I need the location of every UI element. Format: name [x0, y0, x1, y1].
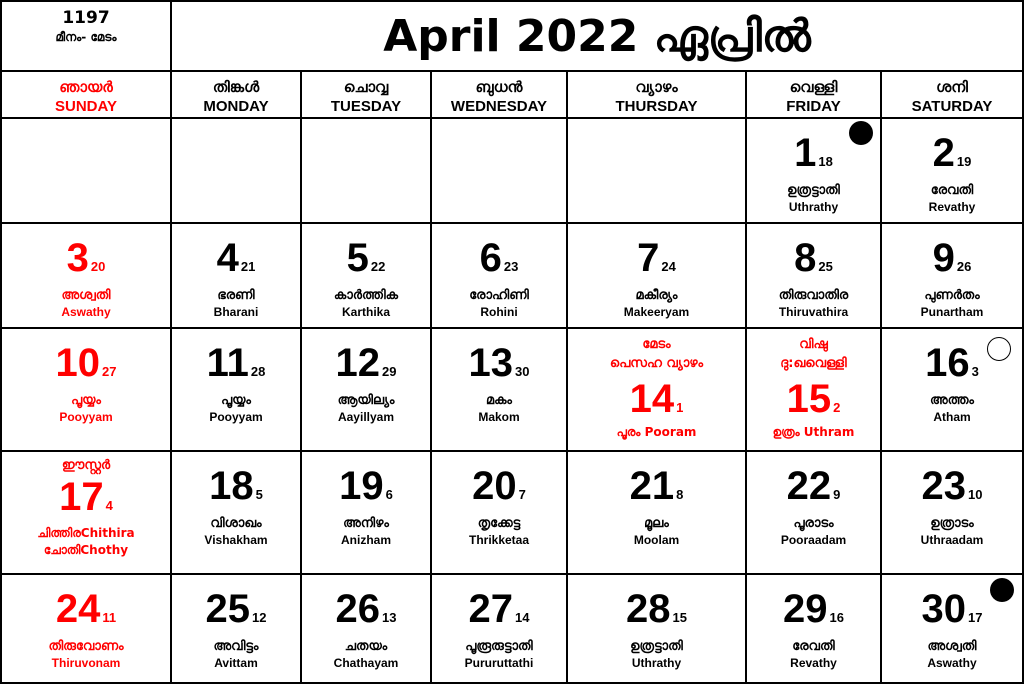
weekday-malayalam: ഞായർ: [59, 78, 113, 96]
star-name: ഉത്രം Uthram: [772, 425, 855, 439]
malayalam-date: 25: [818, 259, 833, 274]
gregorian-date: 24: [55, 587, 101, 631]
star-name: പൂരം Pooram: [616, 425, 697, 439]
day-cell: [2, 329, 170, 450]
day-number: [747, 379, 880, 419]
weekday-malayalam: ശനി: [936, 78, 968, 96]
star-name-malayalam: വിശാഖം: [210, 516, 262, 531]
star-name-english: Pururuttathi: [464, 656, 534, 670]
star-name-english: Thrikketaa: [468, 533, 530, 547]
malayalam-date: 27: [102, 364, 117, 379]
star-name-english: Karthika: [341, 305, 391, 319]
gregorian-date: 27: [468, 587, 514, 631]
gregorian-date: 18: [209, 464, 254, 508]
day-number: [432, 343, 566, 383]
star-name-english: Revathy: [928, 200, 976, 214]
star-name-malayalam: പൂയ്യം: [71, 393, 101, 408]
star-name-malayalam: മകീര്യം: [635, 288, 678, 303]
day-number: [172, 343, 300, 383]
malayalam-date: 13: [382, 610, 397, 625]
star-name-malayalam: രോഹിണി: [469, 288, 529, 303]
weekday-header: [747, 72, 880, 117]
day-cell: [568, 224, 745, 327]
malayalam-date: 9: [833, 487, 841, 502]
gregorian-date: 14: [629, 377, 675, 421]
day-cell: [2, 224, 170, 327]
star-name-english: Aswathy: [927, 656, 977, 670]
malayalam-date: 30: [515, 364, 530, 379]
weekday-english: FRIDAY: [786, 98, 841, 115]
new-moon-icon: [987, 337, 1011, 361]
malayalam-date: 6: [385, 487, 393, 502]
malayalam-date: 26: [956, 259, 972, 274]
star-name-english: Aayillyam: [337, 410, 395, 424]
weekday-header: [568, 72, 745, 117]
gregorian-date: 4: [216, 236, 239, 280]
day-number: [2, 343, 170, 383]
full-moon-icon: [849, 121, 873, 145]
star-name-malayalam: പൂരൂരുട്ടാതി: [465, 639, 533, 654]
day-cell: [2, 452, 170, 573]
gregorian-date: 15: [786, 377, 832, 421]
gregorian-date: 19: [339, 464, 384, 508]
day-number: [302, 343, 430, 383]
day-cell: [882, 452, 1022, 573]
weekday-malayalam: തിങ്കൾ: [212, 78, 260, 96]
festival-label: പെസഹ വ്യാഴം: [609, 356, 704, 371]
malayalam-date: 2: [833, 400, 841, 415]
gregorian-date: 20: [472, 464, 517, 508]
star-name-english: Thiruvathira: [778, 305, 849, 319]
malayalam-date: 21: [240, 259, 256, 274]
gregorian-date: 26: [335, 587, 381, 631]
star-name-english: Makom: [478, 410, 520, 424]
weekday-english: THURSDAY: [615, 98, 698, 115]
day-cell: [172, 224, 300, 327]
day-cell: [568, 575, 745, 682]
malayalam-date: 24: [661, 259, 676, 274]
day-cell: [172, 575, 300, 682]
star-name-malayalam: അശ്വതി: [927, 639, 977, 654]
day-number: [568, 589, 745, 629]
star-name-english: Avittam: [214, 656, 258, 670]
star-name-malayalam: അവിട്ടം: [213, 639, 259, 654]
star-name: ചിത്തിരChithira: [37, 526, 135, 540]
day-number: [302, 466, 430, 506]
gregorian-date: 6: [479, 236, 502, 280]
malayalam-date: 17: [968, 610, 983, 625]
day-cell: [432, 575, 566, 682]
gregorian-date: 1: [794, 131, 817, 175]
weekday-header: [172, 72, 300, 117]
day-cell: [432, 452, 566, 573]
star-name-malayalam: പൂയ്യം: [221, 393, 251, 408]
weekday-header: [2, 72, 170, 117]
malayalam-date: 7: [518, 487, 526, 502]
day-cell: [747, 329, 880, 450]
day-cell: [432, 329, 566, 450]
day-cell: [568, 452, 745, 573]
malayalam-year: 1197: [62, 8, 110, 28]
star-name-english: Pooyyam: [209, 410, 263, 424]
day-number: [747, 466, 880, 506]
day-cell: [302, 575, 430, 682]
gregorian-date: 30: [921, 587, 967, 631]
day-cell: [172, 452, 300, 573]
star-name-malayalam: അത്തം: [930, 393, 974, 408]
malayalam-date: 18: [818, 154, 833, 169]
malayalam-date: 12: [252, 610, 267, 625]
star-name-english: Pooyyam: [59, 410, 113, 424]
weekday-malayalam: വെള്ളി: [789, 78, 838, 96]
day-number: [882, 238, 1022, 278]
star-name-english: Uthrathy: [788, 200, 839, 214]
day-cell: [302, 224, 430, 327]
malayalam-months: മീനം- മേടം: [55, 30, 117, 44]
year-info: [2, 2, 170, 70]
weekday-malayalam: ചൊവ്വ: [343, 78, 389, 96]
day-number: [432, 238, 566, 278]
star-name-english: Aswathy: [61, 305, 111, 319]
star-name-malayalam: അശ്വതി: [61, 288, 111, 303]
star-name-english: Thiruvonam: [51, 656, 121, 670]
full-moon-icon: [990, 578, 1014, 602]
festival-label: വിഷു: [799, 337, 828, 352]
star-name-english: Punartham: [920, 305, 984, 319]
gregorian-date: 17: [59, 475, 104, 519]
star-name-english: Bharani: [213, 305, 259, 319]
day-cell: [747, 452, 880, 573]
day-number: [432, 589, 566, 629]
day-number: [747, 589, 880, 629]
gregorian-date: 21: [629, 464, 675, 508]
malayalam-date: 22: [370, 259, 386, 274]
star-name-malayalam: ഭരണി: [217, 288, 255, 303]
malayalam-date: 19: [956, 154, 972, 169]
star-name-malayalam: തിരുവാതിര: [778, 288, 849, 303]
weekday-english: SATURDAY: [911, 98, 993, 115]
malayalam-date: 16: [829, 610, 844, 625]
star-name-english: Rohini: [480, 305, 518, 319]
star-name-malayalam: ആയില്യം: [337, 393, 395, 408]
day-number: [172, 589, 300, 629]
malayalam-date: 5: [255, 487, 263, 502]
star-name-english: Pooraadam: [780, 533, 847, 547]
day-cell: [568, 329, 745, 450]
festival-label: ഈസ്റ്റർ: [61, 458, 111, 473]
weekday-header: [432, 72, 566, 117]
gregorian-date: 10: [55, 341, 101, 385]
weekday-header: [302, 72, 430, 117]
star-name-malayalam: ഉത്രാടം: [930, 516, 974, 531]
star-name-malayalam: തൃക്കേട്ട: [477, 516, 521, 531]
gregorian-date: 12: [335, 341, 381, 385]
star-name-malayalam: ഉത്രട്ടാതി: [630, 639, 683, 654]
star-name-english: Makeeryam: [623, 305, 690, 319]
star-name-malayalam: പുണർതം: [924, 288, 980, 303]
gregorian-date: 9: [932, 236, 955, 280]
malayalam-date: 3: [971, 364, 979, 379]
malayalam-date: 11: [102, 610, 117, 625]
day-number: [302, 589, 430, 629]
weekday-header: [882, 72, 1022, 117]
day-cell: [2, 575, 170, 682]
star-name-malayalam: പൂരാടം: [793, 516, 834, 531]
star-name-english: Atham: [933, 410, 971, 424]
star-name-english: Chathayam: [333, 656, 399, 670]
day-number: [432, 466, 566, 506]
malayalam-date: 15: [672, 610, 687, 625]
weekday-english: WEDNESDAY: [450, 98, 548, 115]
day-cell: [747, 575, 880, 682]
day-number: [2, 477, 170, 517]
star-name-malayalam: രേവതി: [930, 183, 974, 198]
day-cell: [302, 329, 430, 450]
malayalam-date: 28: [250, 364, 266, 379]
festival-label: ദു:ഖവെള്ളി: [780, 356, 847, 371]
day-number: [568, 238, 745, 278]
star-name-malayalam: രേവതി: [792, 639, 835, 654]
day-cell: [882, 119, 1022, 222]
gregorian-date: 16: [925, 341, 970, 385]
page-title: April 2022 ഏപ്രിൽ: [383, 10, 811, 62]
star-name-malayalam: തിരുവോണം: [48, 639, 124, 654]
star-name-malayalam: ഉത്രട്ടാതി: [787, 183, 840, 198]
day-number: [882, 133, 1022, 173]
day-cell: [302, 452, 430, 573]
gregorian-date: 7: [637, 236, 660, 280]
day-number: [302, 238, 430, 278]
star-name-english: Moolam: [633, 533, 680, 547]
star-name-malayalam: അനിഴം: [343, 516, 389, 531]
day-number: [2, 589, 170, 629]
gregorian-date: 13: [468, 341, 514, 385]
grid-line-h: [0, 0, 1022, 2]
day-number: [172, 466, 300, 506]
star-name-malayalam: ചതയം: [344, 639, 388, 654]
day-number: [747, 238, 880, 278]
star-name-malayalam: മകം: [485, 393, 512, 408]
malayalam-date: 1: [676, 400, 684, 415]
gregorian-date: 5: [346, 236, 369, 280]
malayalam-date: 23: [503, 259, 519, 274]
gregorian-date: 25: [205, 587, 251, 631]
star-name-malayalam: മൂലം: [644, 516, 669, 531]
day-number: [568, 466, 745, 506]
malayalam-date: 14: [515, 610, 530, 625]
day-cell: [432, 224, 566, 327]
malayalam-date: 10: [968, 487, 983, 502]
gregorian-date: 28: [626, 587, 671, 631]
weekday-malayalam: വ്യാഴം: [635, 78, 678, 96]
star-name-english: Uthraadam: [920, 533, 984, 547]
star-name-english: Vishakham: [204, 533, 268, 547]
malayalam-date: 29: [382, 364, 397, 379]
gregorian-date: 3: [66, 236, 89, 280]
malayalam-date: 8: [676, 487, 684, 502]
day-number: [2, 238, 170, 278]
weekday-english: SUNDAY: [55, 98, 117, 115]
star-name-english: Uthrathy: [631, 656, 682, 670]
star-name: ചോതിChothy: [43, 543, 129, 557]
gregorian-date: 11: [206, 341, 249, 385]
day-cell: [747, 224, 880, 327]
malayalam-date: 20: [90, 259, 106, 274]
malayalam-date: 4: [105, 498, 113, 513]
day-cell: [172, 329, 300, 450]
festival-label: മേടം: [642, 337, 671, 352]
gregorian-date: 8: [794, 236, 817, 280]
weekday-english: MONDAY: [203, 98, 269, 115]
day-number: [172, 238, 300, 278]
weekday-malayalam: ബുധൻ: [475, 78, 523, 96]
day-number: [882, 466, 1022, 506]
day-number: [568, 379, 745, 419]
star-name-english: Anizham: [340, 533, 391, 547]
gregorian-date: 29: [783, 587, 828, 631]
star-name-english: Revathy: [790, 656, 837, 670]
gregorian-date: 22: [786, 464, 832, 508]
weekday-english: TUESDAY: [330, 98, 402, 115]
gregorian-date: 23: [921, 464, 967, 508]
star-name-malayalam: കാർത്തിക: [333, 288, 399, 303]
gregorian-date: 2: [932, 131, 955, 175]
day-cell: [882, 224, 1022, 327]
